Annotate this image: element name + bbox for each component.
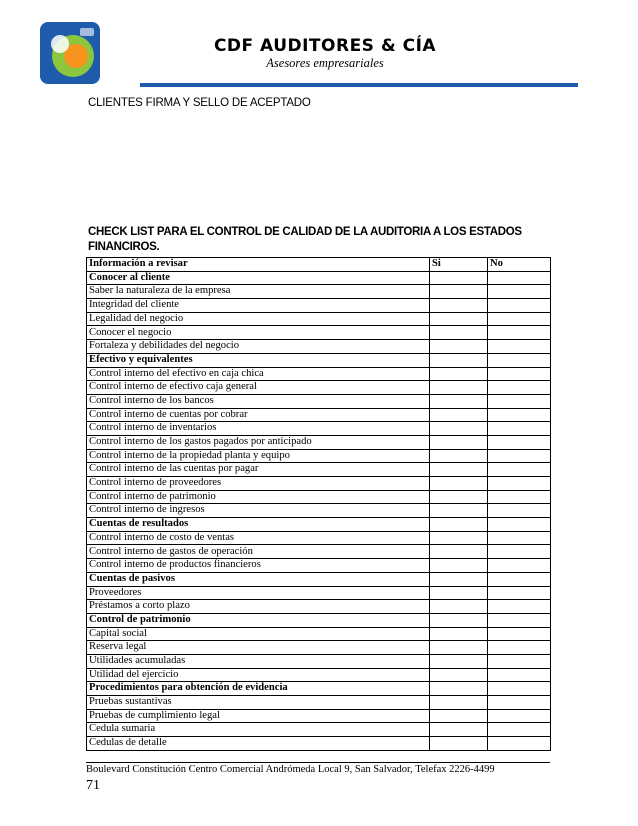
si-check-cell: [430, 449, 488, 463]
no-check-cell: [488, 586, 551, 600]
no-check-cell: [488, 627, 551, 641]
company-tagline: Asesores empresariales: [266, 56, 384, 70]
checklist-item-label: Cedula sumaria: [87, 723, 430, 737]
table-row: [87, 312, 551, 326]
si-check-cell: [430, 463, 488, 477]
checklist-item-label: Cuentas de pasivos: [87, 572, 430, 586]
table-row: [87, 381, 551, 395]
table-row: [87, 435, 551, 449]
checklist-item-label: Procedimientos para obtención de evidencia: [87, 682, 430, 696]
table-row: [87, 394, 551, 408]
table-header-row: [87, 258, 551, 272]
checklist-item-label: Control interno de patrimonio: [87, 490, 430, 504]
table-row: [87, 408, 551, 422]
no-check-cell: [488, 367, 551, 381]
checklist-item-label: Control interno de la propiedad planta y equipo: [87, 449, 430, 463]
no-check-cell: [488, 696, 551, 710]
si-check-cell: [430, 627, 488, 641]
si-check-cell: [430, 326, 488, 340]
client-signature-label: CLIENTES FIRMA Y SELLO DE ACEPTADO: [88, 97, 311, 109]
si-check-cell: [430, 545, 488, 559]
footer-address: Boulevard Constitución Centro Comercial Andrómeda Local 9, San Salvador, Telefax 2226-4499: [86, 764, 495, 775]
checklist-item-label: Control interno de inventarios: [87, 422, 430, 436]
si-check-cell: [430, 654, 488, 668]
no-check-cell: [488, 613, 551, 627]
si-check-cell: [430, 641, 488, 655]
table-row: [87, 299, 551, 313]
si-check-cell: [430, 299, 488, 313]
checklist-item-label: Control de patrimonio: [87, 613, 430, 627]
no-check-cell: [488, 477, 551, 491]
table-row: [87, 737, 551, 751]
table-row: [87, 285, 551, 299]
table-row: [87, 709, 551, 723]
checklist-item-label: Conocer el negocio: [87, 326, 430, 340]
table-row: [87, 641, 551, 655]
si-check-cell: [430, 586, 488, 600]
no-check-cell: [488, 600, 551, 614]
checklist-item-label: Proveedores: [87, 586, 430, 600]
page-number: 71: [86, 778, 100, 793]
table-section-row: [87, 518, 551, 532]
table-section-row: [87, 682, 551, 696]
table-row: [87, 627, 551, 641]
no-check-cell: [488, 504, 551, 518]
table-row: [87, 449, 551, 463]
si-check-cell: [430, 709, 488, 723]
checklist-item-label: Control interno de ingresos: [87, 504, 430, 518]
header-rule: [140, 83, 578, 87]
si-check-cell: [430, 559, 488, 573]
si-check-cell: [430, 613, 488, 627]
no-check-cell: [488, 422, 551, 436]
no-check-cell: [488, 572, 551, 586]
checklist-item-label: Control interno de cuentas por cobrar: [87, 408, 430, 422]
checklist-item-label: Legalidad del negocio: [87, 312, 430, 326]
table-row: [87, 723, 551, 737]
no-check-cell: [488, 531, 551, 545]
checklist-item-label: Capital social: [87, 627, 430, 641]
table-row: [87, 463, 551, 477]
table-row: [87, 654, 551, 668]
checklist-item-label: Control interno de productos financieros: [87, 559, 430, 573]
si-check-cell: [430, 408, 488, 422]
no-check-cell: [488, 285, 551, 299]
checklist-item-label: Control interno de efectivo caja general: [87, 381, 430, 395]
si-check-cell: [430, 668, 488, 682]
si-check-cell: [430, 367, 488, 381]
table-row: [87, 367, 551, 381]
checklist-item-label: Utilidades acumuladas: [87, 654, 430, 668]
si-check-cell: [430, 518, 488, 532]
column-header-item: Información a revisar: [87, 258, 430, 272]
checklist-item-label: Cuentas de resultados: [87, 518, 430, 532]
checklist-item-label: Control interno de los gastos pagados por anticipado: [87, 435, 430, 449]
table-row: [87, 545, 551, 559]
si-check-cell: [430, 682, 488, 696]
checklist-item-label: Control interno de gastos de operación: [87, 545, 430, 559]
checklist-item-label: Control interno de las cuentas por pagar: [87, 463, 430, 477]
no-check-cell: [488, 654, 551, 668]
checklist-item-label: Control interno de los bancos: [87, 394, 430, 408]
si-check-cell: [430, 312, 488, 326]
table-row: [87, 559, 551, 573]
checklist-item-label: Cedulas de detalle: [87, 737, 430, 751]
checklist-item-label: Reserva legal: [87, 641, 430, 655]
si-check-cell: [430, 696, 488, 710]
table-row: [87, 477, 551, 491]
si-check-cell: [430, 723, 488, 737]
checklist-item-label: Pruebas sustantivas: [87, 696, 430, 710]
si-check-cell: [430, 531, 488, 545]
no-check-cell: [488, 709, 551, 723]
table-row: [87, 668, 551, 682]
company-logo: [40, 22, 100, 84]
si-check-cell: [430, 271, 488, 285]
no-check-cell: [488, 559, 551, 573]
checklist-item-label: Conocer al cliente: [87, 271, 430, 285]
si-check-cell: [430, 422, 488, 436]
si-check-cell: [430, 600, 488, 614]
no-check-cell: [488, 326, 551, 340]
no-check-cell: [488, 340, 551, 354]
no-check-cell: [488, 381, 551, 395]
si-check-cell: [430, 737, 488, 751]
si-check-cell: [430, 477, 488, 491]
table-row: [87, 600, 551, 614]
column-header-si: Si: [430, 258, 488, 272]
table-section-row: [87, 613, 551, 627]
table-row: [87, 531, 551, 545]
footer-rule: [86, 762, 550, 763]
no-check-cell: [488, 737, 551, 751]
no-check-cell: [488, 641, 551, 655]
si-check-cell: [430, 353, 488, 367]
no-check-cell: [488, 668, 551, 682]
checklist-item-label: Efectivo y equivalentes: [87, 353, 430, 367]
checklist-item-label: Préstamos a corto plazo: [87, 600, 430, 614]
checklist-item-label: Integridad del cliente: [87, 299, 430, 313]
table-section-row: [87, 572, 551, 586]
table-section-row: [87, 271, 551, 285]
table-row: [87, 504, 551, 518]
no-check-cell: [488, 271, 551, 285]
si-check-cell: [430, 340, 488, 354]
no-check-cell: [488, 518, 551, 532]
no-check-cell: [488, 408, 551, 422]
table-row: [87, 326, 551, 340]
checklist-title: CHECK LIST PARA EL CONTROL DE CALIDAD DE LA AUDITORIA A LOS ESTADOS FINANCIROS.: [88, 226, 522, 253]
no-check-cell: [488, 394, 551, 408]
si-check-cell: [430, 572, 488, 586]
checklist-item-label: Control interno del efectivo en caja chica: [87, 367, 430, 381]
checklist-item-label: Control interno de costo de ventas: [87, 531, 430, 545]
no-check-cell: [488, 682, 551, 696]
si-check-cell: [430, 285, 488, 299]
company-name: CDF AUDITORES & CÍA: [213, 36, 437, 56]
si-check-cell: [430, 435, 488, 449]
no-check-cell: [488, 545, 551, 559]
table-row: [87, 586, 551, 600]
table-row: [87, 696, 551, 710]
checklist-item-label: Pruebas de cumplimiento legal: [87, 709, 430, 723]
column-header-no: No: [488, 258, 551, 272]
checklist-item-label: Fortaleza y debilidades del negocio: [87, 340, 430, 354]
si-check-cell: [430, 504, 488, 518]
si-check-cell: [430, 381, 488, 395]
no-check-cell: [488, 299, 551, 313]
table-section-row: [87, 353, 551, 367]
table-row: [87, 340, 551, 354]
table-row: [87, 490, 551, 504]
no-check-cell: [488, 463, 551, 477]
no-check-cell: [488, 353, 551, 367]
no-check-cell: [488, 490, 551, 504]
no-check-cell: [488, 723, 551, 737]
checklist-item-label: Control interno de proveedores: [87, 477, 430, 491]
si-check-cell: [430, 394, 488, 408]
checklist-item-label: Saber la naturaleza de la empresa: [87, 285, 430, 299]
si-check-cell: [430, 490, 488, 504]
checklist-item-label: Utilidad del ejercicio: [87, 668, 430, 682]
no-check-cell: [488, 312, 551, 326]
no-check-cell: [488, 449, 551, 463]
quality-checklist-table: [86, 257, 551, 751]
no-check-cell: [488, 435, 551, 449]
table-row: [87, 422, 551, 436]
